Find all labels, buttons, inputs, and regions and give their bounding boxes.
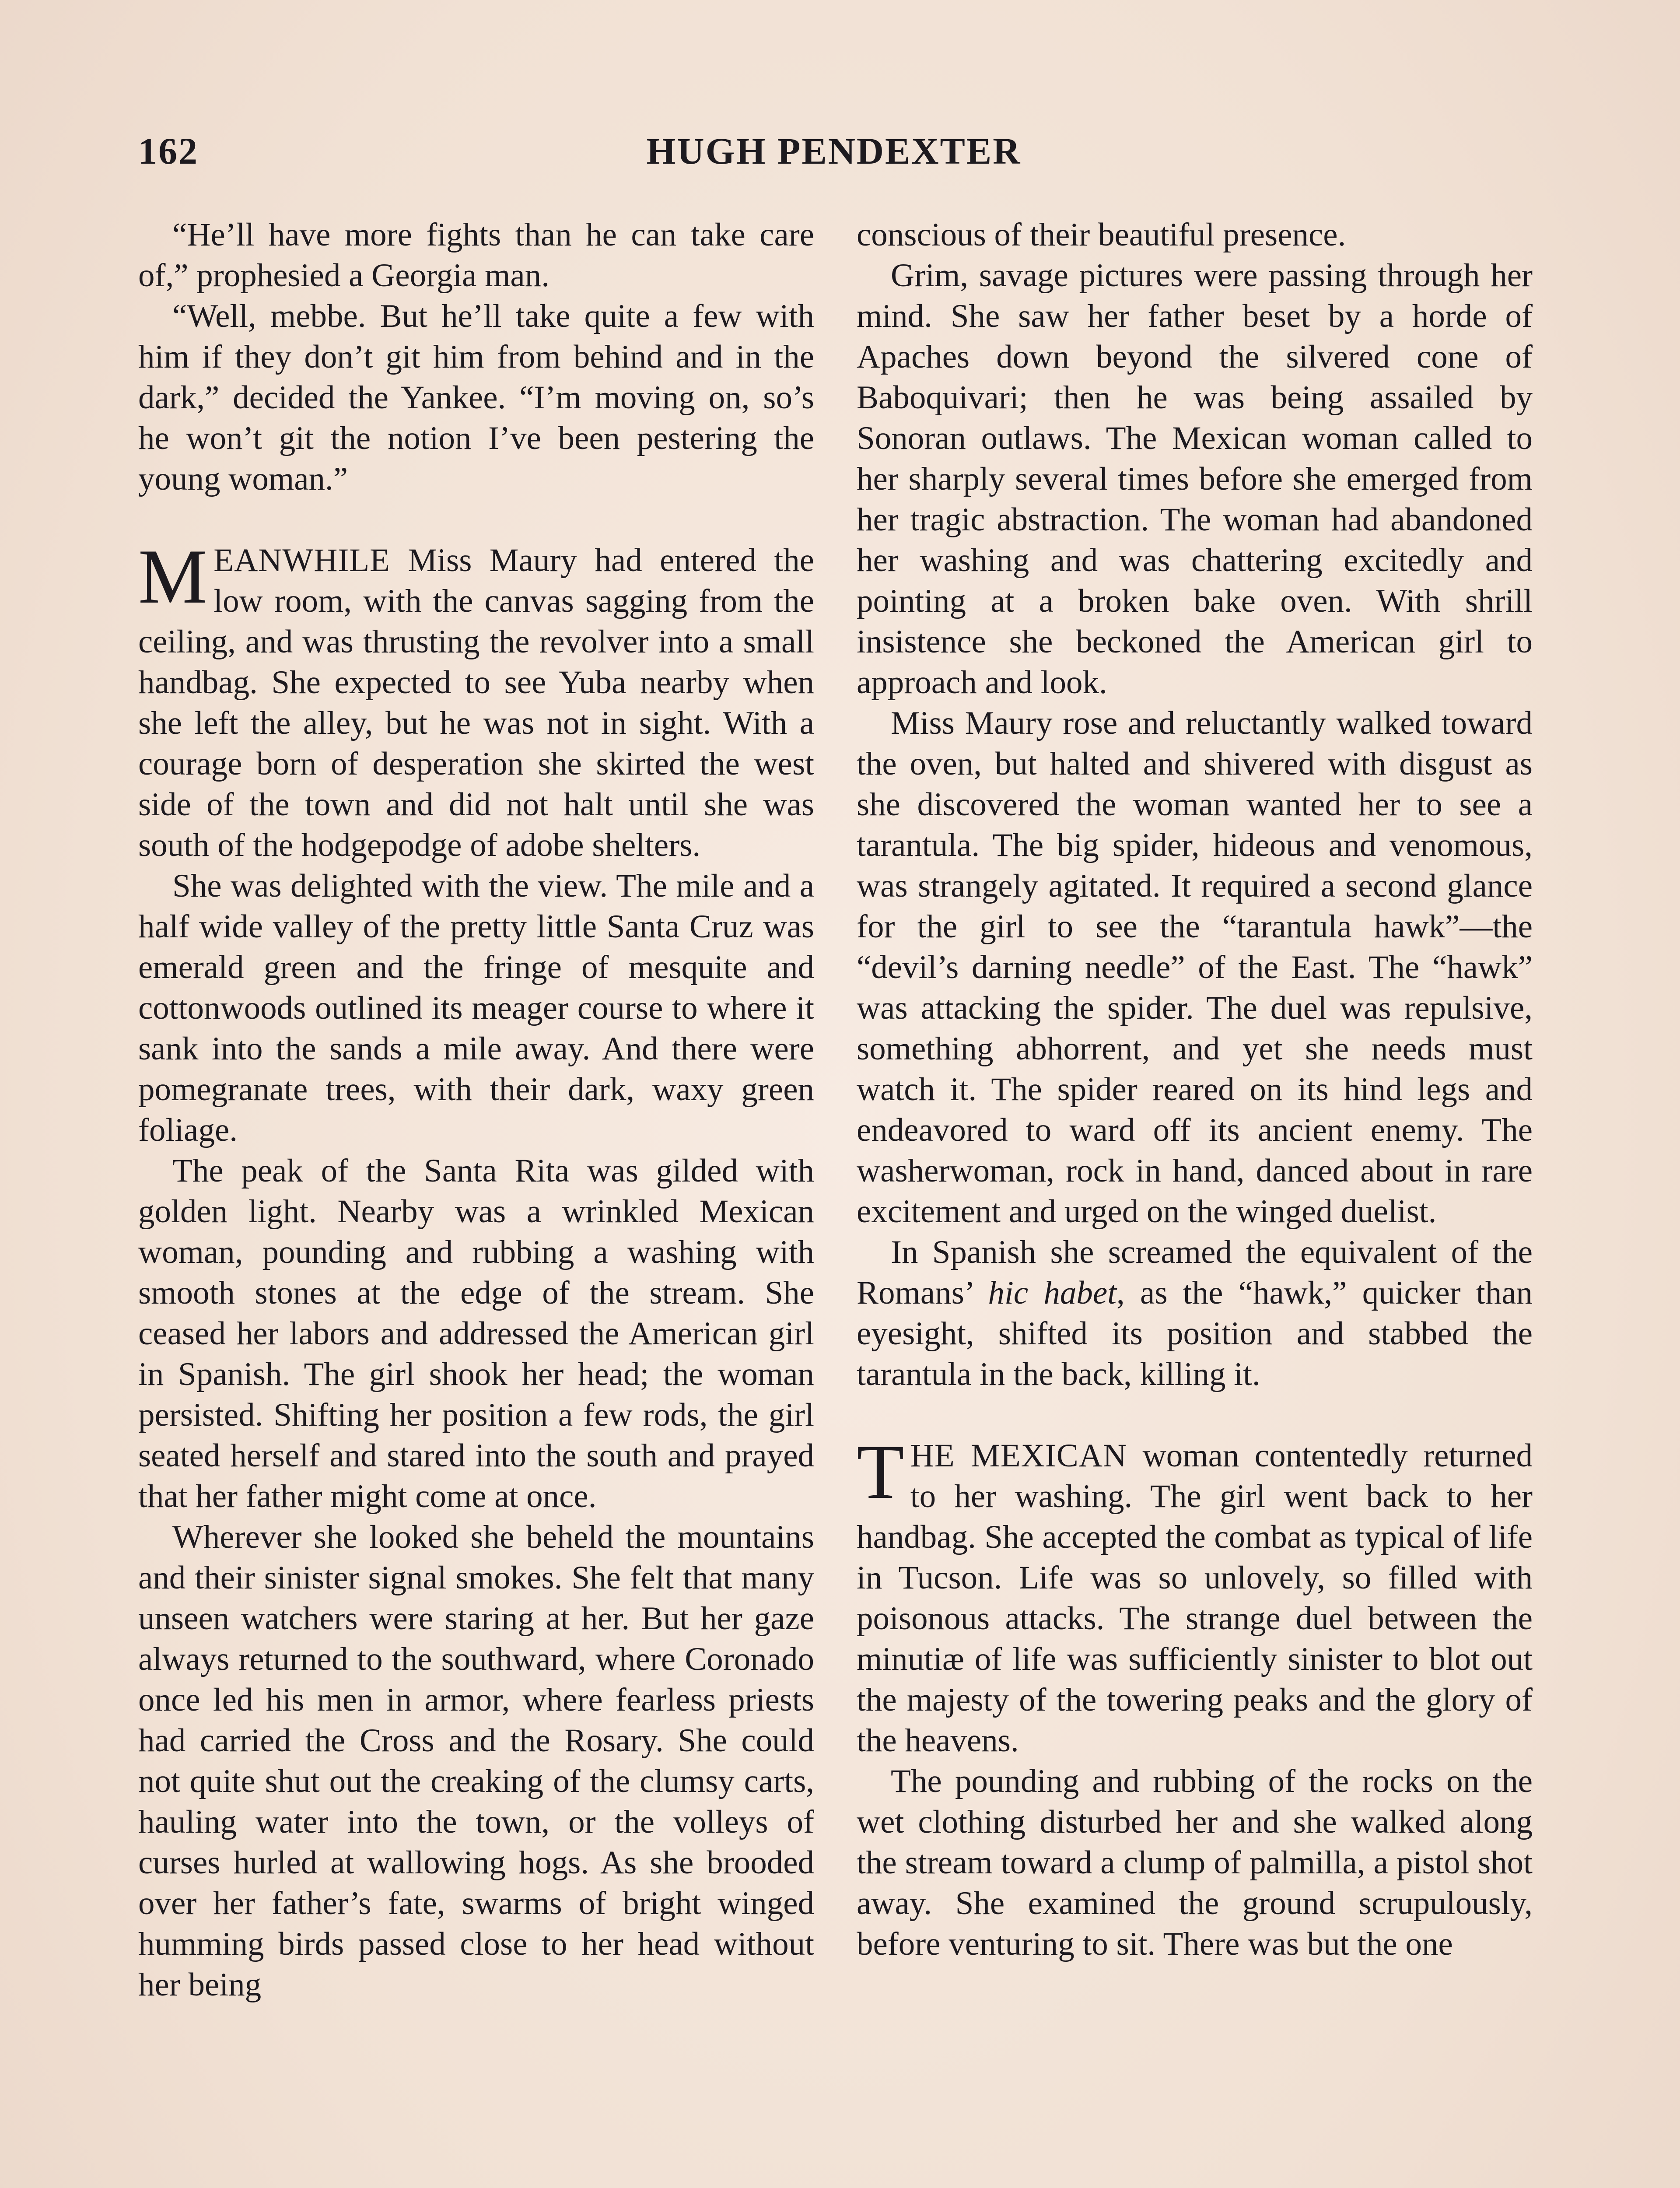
running-head <box>138 129 1530 182</box>
paragraph-text: In Spanish she screamed the equivalent of the Romans’ <box>857 1234 1533 1311</box>
section-lead-caps: HE MEXICAN <box>910 1438 1127 1474</box>
drop-cap: T <box>857 1428 904 1515</box>
paragraph: Wherever she looked she beheld the mountains and their sinister signal smokes. She felt that many unseen watchers were staring at her. But her gaze always returned to the southward, where Coronado once led his men in armor, where fearless priests had carried the Cross and the Rosary. She could not quite shut out the creaking of the clumsy carts, hauling water into the town, or the volleys of curses hurled at wallowing hogs. As she brooded over her father’s fate, swarms of bright winged humming birds passed close to her head without her being <box>138 1519 814 2003</box>
paragraph: “He’ll have more fights than he can take care of,” prophesied a Georgia man. <box>138 217 814 294</box>
paragraph: The peak of the Santa Rita was gilded with golden light. Nearby was a wrinkled Mexican woman, pounding and rubbing a washing with smooth stones at the edge of the stream. She ceased her labors and addressed the American girl in Spanish. The girl shook her head; the woman persisted. Shifting her position a few rods, the girl seated herself and stared into the south and prayed that her father might come at once. <box>138 1153 814 1515</box>
paragraph: She was delighted with the view. The mile and a half wide valley of the pretty little Santa Cruz was emerald green and the fringe of mesquite and cottonwoods outlined its meager course to where it sank into the sands a mile away. And there were pomegranate trees, with their dark, waxy green foliage. <box>138 868 814 1148</box>
continued-paragraph: conscious of their beautiful presence. <box>857 217 1346 253</box>
left-column <box>138 214 814 2188</box>
paragraph-text: , as the “hawk,” quicker than eyesight, shifted its position and stabbed the tarantula in the back, killing it. <box>857 1275 1533 1392</box>
section-opening-paragraph <box>138 533 814 866</box>
paragraph <box>857 1232 1533 1395</box>
paragraph: The pounding and rubbing of the rocks on the wet clothing disturbed her and she walked along the stream toward a clump of palmilla, a pistol shot away. She examined the ground scrupulously, before venturing to sit. There was but the one <box>857 1763 1533 1962</box>
paragraph-text: Miss Maury had entered the low room, with the canvas sagging from the ceiling, and was thrusting the revolver into a small handbag. She expected to see Yuba nearby when she left the alley, but he was not in sight. With a courage born of desperation she skirted the west side of the town and did not halt until she was south of the hodgepodge of adobe shelters. <box>138 542 814 863</box>
paragraph: “Well, mebbe. But he’ll take quite a few with him if they don’t git him from behind and in the dark,” decided the Yankee. “I’m moving on, so’s he won’t git the notion I’ve been pestering the young woman.” <box>138 298 814 497</box>
paragraph-text: woman contentedly returned to her washing. The girl went back to her handbag. She accepted the combat as typical of life in Tucson. Life was so unlovely, so filled with poisonous attacks. The strange duel between the minutiæ of life was sufficiently sinister to blot out the majesty of the towering peaks and the glory of the heavens. <box>857 1438 1533 1759</box>
right-column <box>857 214 1533 2188</box>
latin-phrase: hic habet <box>988 1275 1117 1311</box>
section-opening-paragraph <box>857 1428 1533 1761</box>
section-lead-caps: EANWHILE <box>214 542 390 579</box>
page-header-title: HUGH PENDEXTER <box>646 130 1022 172</box>
drop-cap: M <box>138 533 208 620</box>
page-number: 162 <box>138 130 199 172</box>
paragraph: Grim, savage pictures were passing through her mind. She saw her father beset by a horde of Apaches down beyond the silvered cone of Baboquivari; then he was being assailed by Sonoran outlaws. The Mexican woman called to her sharply several times before she emerged from her tragic abstraction. The woman had abandoned her washing and was chattering excitedly and pointing at a broken bake oven. With shrill insistence she beckoned the American girl to approach and look. <box>857 257 1533 701</box>
paragraph: Miss Maury rose and reluctantly walked toward the oven, but halted and shivered with disgust as she discovered the woman wanted her to see a tarantula. The big spider, hideous and venomous, was strangely agitated. It required a second glance for the girl to see the “tarantula hawk”—the “devil’s darning needle” of the East. The “hawk” was attacking the spider. The duel was repulsive, something abhorrent, and yet she needs must watch it. The spider reared on its hind legs and endeavored to ward off its ancient enemy. The washerwoman, rock in hand, danced about in rare excitement and urged on the winged duelist. <box>857 705 1533 1230</box>
